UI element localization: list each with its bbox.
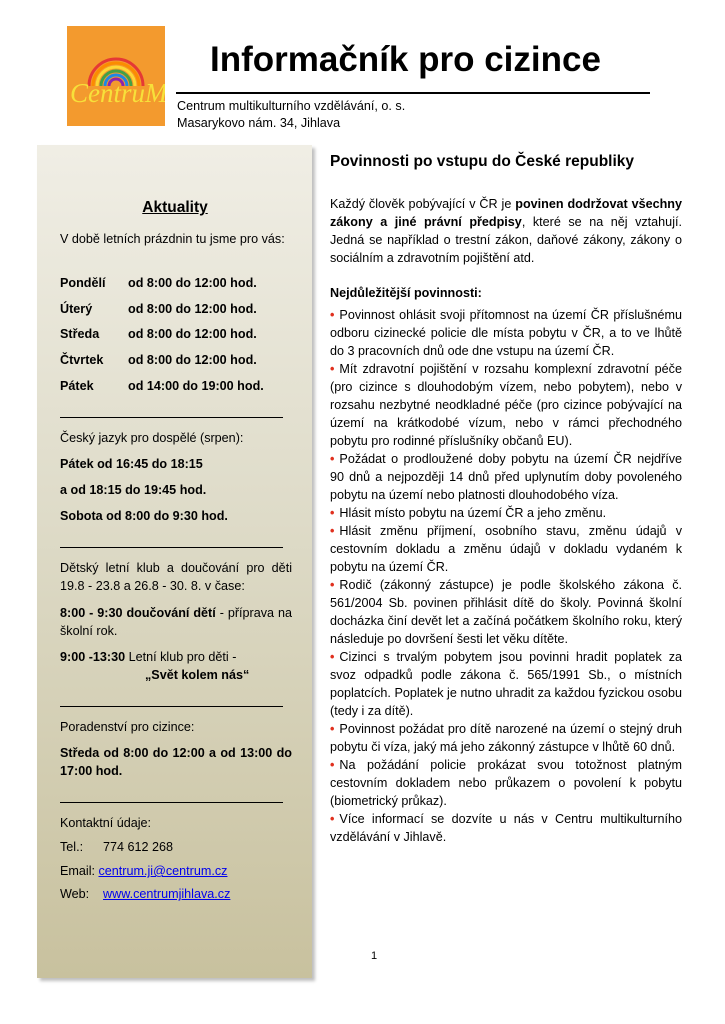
main-heading: Povinnosti po vstupu do České republiky: [330, 153, 635, 170]
list-item: • Požádat o prodloužené doby pobytu na území ČR nejdříve 90 dnů a nejpozději 14 dnů před uplynutím doby povoleného pobytu na území nebo platnosti dlouhodobého víza.: [330, 452, 682, 502]
hours-row: Středa od 8:00 do 12:00 hod.: [60, 327, 257, 341]
kids-club-intro: Dětský letní klub a doučování pro děti 19.8 - 23.8 a 26.8 - 30. 8. v čase:: [60, 561, 292, 593]
duties-heading: Nejdůležitější povinnosti:: [330, 286, 482, 300]
czech-course-intro: Český jazyk pro dospělé (srpen):: [60, 431, 244, 445]
list-item: • Více informací se dozvíte u nás v Centru multikulturního vzdělávání v Jihlavě.: [330, 812, 682, 844]
separator: [60, 547, 283, 548]
summer-intro: V době letních prázdnin tu jsme pro vás:: [60, 232, 285, 246]
list-item: • Rodič (zákonný zástupce) je podle školského zákona č. 561/2004 Sb. povinen přihlásit dítě do školy. Povinná školní docházka činí devět let a začíná počátkem školního roku, který následuje po dovršení šesti let věku dítěte.: [330, 578, 682, 646]
web-link[interactable]: www.centrumjihlava.cz: [103, 887, 231, 901]
advice-time: Středa od 8:00 do 12:00 a od 13:00 do 17:00 hod.: [60, 746, 292, 778]
list-item: • Na požádání policie prokázat svou totožnost platným cestovním dokladem nebo průkazem o povolení k pobytu (biometrický průkaz).: [330, 758, 682, 808]
org-name: Centrum multikulturního vzdělávání, o. s.: [177, 99, 406, 113]
email-link[interactable]: centrum.ji@centrum.cz: [98, 864, 228, 878]
list-item: • Povinnost požádat pro dítě narozené na území o stejný druh pobytu či víza, jaký má jeho zákonný zástupce v lhůtě 60 dnů.: [330, 722, 682, 754]
intro-paragraph: Každý člověk pobývající v ČR je povinen dodržovat všechny zákony a jiné právní předpisy, které se na něj vztahují. Jedná se například o trestní zákon, daňové zákony, zákony o sociálním a zdravotním pojištění atd.: [330, 197, 682, 265]
hours-row: Pondělí od 8:00 do 12:00 hod.: [60, 276, 257, 290]
contact-email: Email: centrum.ji@centrum.cz: [60, 864, 228, 878]
czech-course-time: a od 18:15 do 19:45 hod.: [60, 483, 207, 497]
duties-list: [330, 306, 682, 846]
contact-web: Web: www.centrumjihlava.cz: [60, 887, 231, 901]
contact-label: Kontaktní údaje:: [60, 816, 152, 830]
list-item: • Hlásit změnu příjmení, osobního stavu, změnu údajů v cestovním dokladu a změnu údajů v dokladu vydaném k pobytu na území ČR.: [330, 524, 682, 574]
list-item: • Hlásit místo pobytu na území ČR a jeho změnu.: [330, 506, 607, 520]
hours-row: Pátek od 14:00 do 19:00 hod.: [60, 379, 264, 393]
list-item: • Povinnost ohlásit svoji přítomnost na území ČR příslušnému odboru cizinecké policie dle místa pobytu v ČR, a to ve lhůtě do 3 pracovních dnů ode dne vstupu na území ČR.: [330, 308, 682, 358]
page-title: Informačník pro cizince: [210, 40, 601, 79]
page-number: 1: [371, 950, 378, 962]
org-address: Masarykovo nám. 34, Jihlava: [177, 116, 341, 130]
svg-text:CentruM: CentruM: [70, 78, 165, 108]
rainbow-logo-icon: [67, 26, 165, 126]
kids-club-session: 9:00 -13:30 Letní klub pro děti - „Svět kolem nás“: [60, 650, 250, 682]
separator: [60, 417, 283, 418]
centrum-logo: [67, 26, 165, 126]
separator: [60, 706, 283, 707]
list-item: • Cizinci s trvalým pobytem jsou povinni hradit poplatek za svoz odpadků podle zákona č. 565/1991 Sb., o místních poplatcích. Poplatek je nutno uhradit za každou fyzickou osobu (tedy i za dítě).: [330, 650, 682, 718]
contact-phone: Tel.: 774 612 268: [60, 840, 174, 854]
news-heading: Aktuality: [142, 199, 208, 216]
hours-row: Čtvrtek od 8:00 do 12:00 hod.: [60, 353, 257, 367]
header-divider: [176, 92, 650, 94]
list-item: • Mít zdravotní pojištění v rozsahu komplexní zdravotní péče (pro cizince s dlouhodobým vízem, nebo pobytem), nebo v rozsahu nezbytné neodkladné péče (pro cizince pobývající na území na krátkodobé vízum, nebo v rámci přechodného pobytu pro rodinné příslušníky občanů EU).: [330, 362, 682, 448]
separator: [60, 802, 283, 803]
czech-course-time: Sobota od 8:00 do 9:30 hod.: [60, 509, 228, 523]
advice-intro: Poradenství pro cizince:: [60, 720, 195, 734]
organization-info: [177, 98, 405, 132]
kids-club-session: 8:00 - 9:30 doučování dětí - příprava na školní rok.: [60, 606, 293, 638]
czech-course-time: Pátek od 16:45 do 18:15: [60, 457, 203, 471]
hours-row: Úterý od 8:00 do 12:00 hod.: [60, 302, 257, 316]
